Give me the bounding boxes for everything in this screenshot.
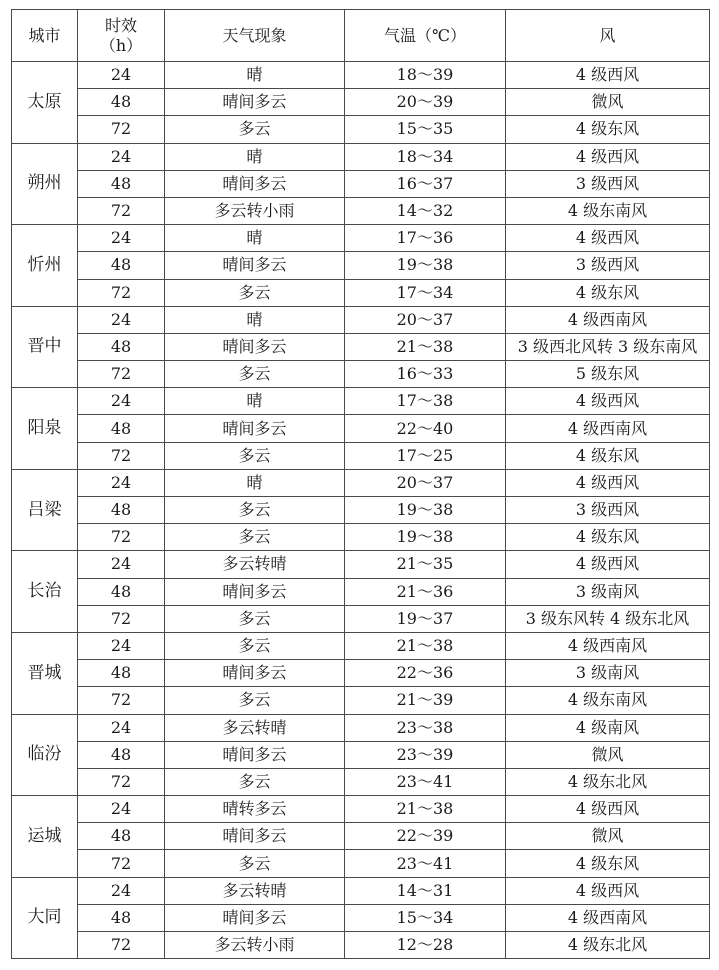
city-name: 阳泉 — [12, 388, 78, 470]
temp-cell: 22～39 — [345, 823, 506, 850]
weather-cell: 多云转小雨 — [165, 932, 345, 959]
weather-cell: 晴 — [165, 143, 345, 170]
table-row — [12, 415, 710, 442]
wind-cell: 微风 — [506, 89, 710, 116]
city-name: 运城 — [12, 796, 78, 878]
weather-cell: 晴间多云 — [165, 415, 345, 442]
wind-cell: 4 级西风 — [506, 551, 710, 578]
hour-cell: 72 — [78, 361, 165, 388]
temp-cell: 17～38 — [345, 388, 506, 415]
weather-cell: 晴间多云 — [165, 170, 345, 197]
temp-cell: 14～31 — [345, 877, 506, 904]
wind-cell: 3 级南风 — [506, 660, 710, 687]
hour-cell: 48 — [78, 170, 165, 197]
city-name: 忻州 — [12, 225, 78, 307]
hour-cell: 48 — [78, 823, 165, 850]
wind-cell: 4 级南风 — [506, 714, 710, 741]
table-row — [12, 361, 710, 388]
table-row — [12, 932, 710, 959]
wind-cell: 4 级西南风 — [506, 306, 710, 333]
temp-cell: 23～38 — [345, 714, 506, 741]
temp-cell: 14～32 — [345, 197, 506, 224]
wind-cell: 4 级西南风 — [506, 632, 710, 659]
table-row — [12, 89, 710, 116]
wind-cell: 4 级东南风 — [506, 197, 710, 224]
temp-cell: 19～38 — [345, 252, 506, 279]
city-name: 晋城 — [12, 632, 78, 714]
weather-cell: 晴 — [165, 388, 345, 415]
weather-cell: 多云 — [165, 524, 345, 551]
table-row — [12, 578, 710, 605]
temp-cell: 23～39 — [345, 741, 506, 768]
header-hour — [78, 10, 165, 62]
city-name: 吕梁 — [12, 469, 78, 551]
weather-cell: 多云 — [165, 632, 345, 659]
hour-cell: 72 — [78, 850, 165, 877]
weather-cell: 晴间多云 — [165, 660, 345, 687]
hour-cell: 72 — [78, 605, 165, 632]
temp-cell: 21～38 — [345, 333, 506, 360]
table-row — [12, 252, 710, 279]
hour-cell: 24 — [78, 877, 165, 904]
temp-cell: 16～37 — [345, 170, 506, 197]
temp-cell: 15～35 — [345, 116, 506, 143]
wind-cell: 4 级东北风 — [506, 932, 710, 959]
hour-cell: 24 — [78, 632, 165, 659]
wind-cell: 4 级东南风 — [506, 687, 710, 714]
hour-cell: 72 — [78, 279, 165, 306]
weather-cell: 多云转小雨 — [165, 197, 345, 224]
wind-cell: 4 级东北风 — [506, 768, 710, 795]
table-row — [12, 823, 710, 850]
wind-cell: 4 级西南风 — [506, 904, 710, 931]
wind-cell: 4 级东风 — [506, 524, 710, 551]
temp-cell: 21～38 — [345, 632, 506, 659]
weather-cell: 晴间多云 — [165, 741, 345, 768]
weather-cell: 晴间多云 — [165, 578, 345, 605]
wind-cell: 3 级南风 — [506, 578, 710, 605]
table-row — [12, 442, 710, 469]
hour-cell: 24 — [78, 143, 165, 170]
temp-cell: 21～38 — [345, 796, 506, 823]
hour-cell: 24 — [78, 62, 165, 89]
wind-cell: 3 级西风 — [506, 170, 710, 197]
temp-cell: 21～36 — [345, 578, 506, 605]
table-row — [12, 524, 710, 551]
table-row — [12, 469, 710, 496]
hour-cell: 24 — [78, 469, 165, 496]
table-row — [12, 197, 710, 224]
hour-cell: 24 — [78, 388, 165, 415]
table-row — [12, 170, 710, 197]
wind-cell: 5 级东风 — [506, 361, 710, 388]
weather-cell: 晴 — [165, 306, 345, 333]
city-name: 长治 — [12, 551, 78, 633]
weather-cell: 晴间多云 — [165, 904, 345, 931]
hour-cell: 48 — [78, 904, 165, 931]
temp-cell: 17～36 — [345, 225, 506, 252]
weather-cell: 多云 — [165, 850, 345, 877]
table-row — [12, 62, 710, 89]
table-header — [12, 10, 710, 62]
wind-cell: 4 级西风 — [506, 62, 710, 89]
temp-cell: 19～37 — [345, 605, 506, 632]
weather-cell: 多云 — [165, 279, 345, 306]
temp-cell: 17～25 — [345, 442, 506, 469]
wind-cell: 4 级西风 — [506, 143, 710, 170]
temp-cell: 21～39 — [345, 687, 506, 714]
temp-cell: 18～34 — [345, 143, 506, 170]
city-name: 太原 — [12, 62, 78, 144]
weather-cell: 多云 — [165, 361, 345, 388]
hour-cell: 48 — [78, 415, 165, 442]
city-name: 大同 — [12, 877, 78, 959]
weather-cell: 晴 — [165, 62, 345, 89]
wind-cell: 4 级东风 — [506, 279, 710, 306]
city-name: 朔州 — [12, 143, 78, 225]
hour-cell: 48 — [78, 252, 165, 279]
table-row — [12, 551, 710, 578]
header-hour-line2: （h） — [99, 35, 143, 55]
table-row — [12, 306, 710, 333]
hour-cell: 72 — [78, 524, 165, 551]
wind-cell: 4 级东风 — [506, 116, 710, 143]
wind-cell: 3 级东风转 4 级东北风 — [506, 605, 710, 632]
temp-cell: 23～41 — [345, 850, 506, 877]
temp-cell: 17～34 — [345, 279, 506, 306]
hour-cell: 24 — [78, 796, 165, 823]
table-row — [12, 225, 710, 252]
table-row — [12, 660, 710, 687]
wind-cell: 4 级西风 — [506, 388, 710, 415]
temp-cell: 16～33 — [345, 361, 506, 388]
weather-cell: 多云 — [165, 687, 345, 714]
wind-cell: 4 级西风 — [506, 469, 710, 496]
weather-cell: 晴间多云 — [165, 252, 345, 279]
city-name: 临汾 — [12, 714, 78, 796]
temp-cell: 20～37 — [345, 469, 506, 496]
forecast-table — [11, 9, 710, 959]
temp-cell: 19～38 — [345, 497, 506, 524]
hour-cell: 24 — [78, 714, 165, 741]
hour-cell: 24 — [78, 225, 165, 252]
weather-cell: 多云转晴 — [165, 551, 345, 578]
wind-cell: 3 级西风 — [506, 252, 710, 279]
city-name: 晋中 — [12, 306, 78, 388]
wind-cell: 4 级西风 — [506, 225, 710, 252]
table-row — [12, 632, 710, 659]
table-row — [12, 796, 710, 823]
table-row — [12, 143, 710, 170]
hour-cell: 72 — [78, 932, 165, 959]
table-row — [12, 279, 710, 306]
weather-cell: 多云转晴 — [165, 714, 345, 741]
table-row — [12, 877, 710, 904]
weather-cell: 晴间多云 — [165, 823, 345, 850]
weather-cell: 晴转多云 — [165, 796, 345, 823]
temp-cell: 20～39 — [345, 89, 506, 116]
temp-cell: 22～40 — [345, 415, 506, 442]
weather-cell: 晴 — [165, 225, 345, 252]
temp-cell: 12～28 — [345, 932, 506, 959]
header-wind: 风 — [506, 10, 710, 62]
header-city: 城市 — [12, 10, 78, 62]
table-row — [12, 687, 710, 714]
table-row — [12, 605, 710, 632]
table-body — [12, 62, 710, 959]
table-row — [12, 714, 710, 741]
hour-cell: 72 — [78, 768, 165, 795]
weather-cell: 晴间多云 — [165, 333, 345, 360]
hour-cell: 24 — [78, 306, 165, 333]
weather-cell: 多云 — [165, 768, 345, 795]
hour-cell: 48 — [78, 741, 165, 768]
table-row — [12, 388, 710, 415]
temp-cell: 23～41 — [345, 768, 506, 795]
wind-cell: 4 级东风 — [506, 442, 710, 469]
table-row — [12, 497, 710, 524]
hour-cell: 72 — [78, 442, 165, 469]
weather-cell: 多云 — [165, 116, 345, 143]
header-temp: 气温（℃） — [345, 10, 506, 62]
hour-cell: 48 — [78, 578, 165, 605]
header-row — [12, 10, 710, 62]
wind-cell: 4 级西风 — [506, 796, 710, 823]
wind-cell: 4 级东风 — [506, 850, 710, 877]
header-weather: 天气现象 — [165, 10, 345, 62]
hour-cell: 72 — [78, 687, 165, 714]
wind-cell: 微风 — [506, 741, 710, 768]
temp-cell: 18～39 — [345, 62, 506, 89]
temp-cell: 22～36 — [345, 660, 506, 687]
weather-cell: 晴间多云 — [165, 89, 345, 116]
temp-cell: 20～37 — [345, 306, 506, 333]
wind-cell: 微风 — [506, 823, 710, 850]
wind-cell: 3 级西北风转 3 级东南风 — [506, 333, 710, 360]
table-row — [12, 768, 710, 795]
weather-cell: 多云 — [165, 497, 345, 524]
table-row — [12, 904, 710, 931]
hour-cell: 48 — [78, 660, 165, 687]
wind-cell: 3 级西风 — [506, 497, 710, 524]
wind-cell: 4 级西南风 — [506, 415, 710, 442]
weather-cell: 多云转晴 — [165, 877, 345, 904]
wind-cell: 4 级西风 — [506, 877, 710, 904]
table-row — [12, 850, 710, 877]
table-row — [12, 741, 710, 768]
hour-cell: 48 — [78, 497, 165, 524]
header-hour-line1: 时效 — [104, 15, 137, 35]
table-row — [12, 116, 710, 143]
temp-cell: 21～35 — [345, 551, 506, 578]
hour-cell: 24 — [78, 551, 165, 578]
hour-cell: 48 — [78, 333, 165, 360]
table-row — [12, 333, 710, 360]
weather-cell: 多云 — [165, 605, 345, 632]
weather-cell: 多云 — [165, 442, 345, 469]
hour-cell: 72 — [78, 197, 165, 224]
weather-cell: 晴 — [165, 469, 345, 496]
temp-cell: 15～34 — [345, 904, 506, 931]
hour-cell: 48 — [78, 89, 165, 116]
hour-cell: 72 — [78, 116, 165, 143]
temp-cell: 19～38 — [345, 524, 506, 551]
